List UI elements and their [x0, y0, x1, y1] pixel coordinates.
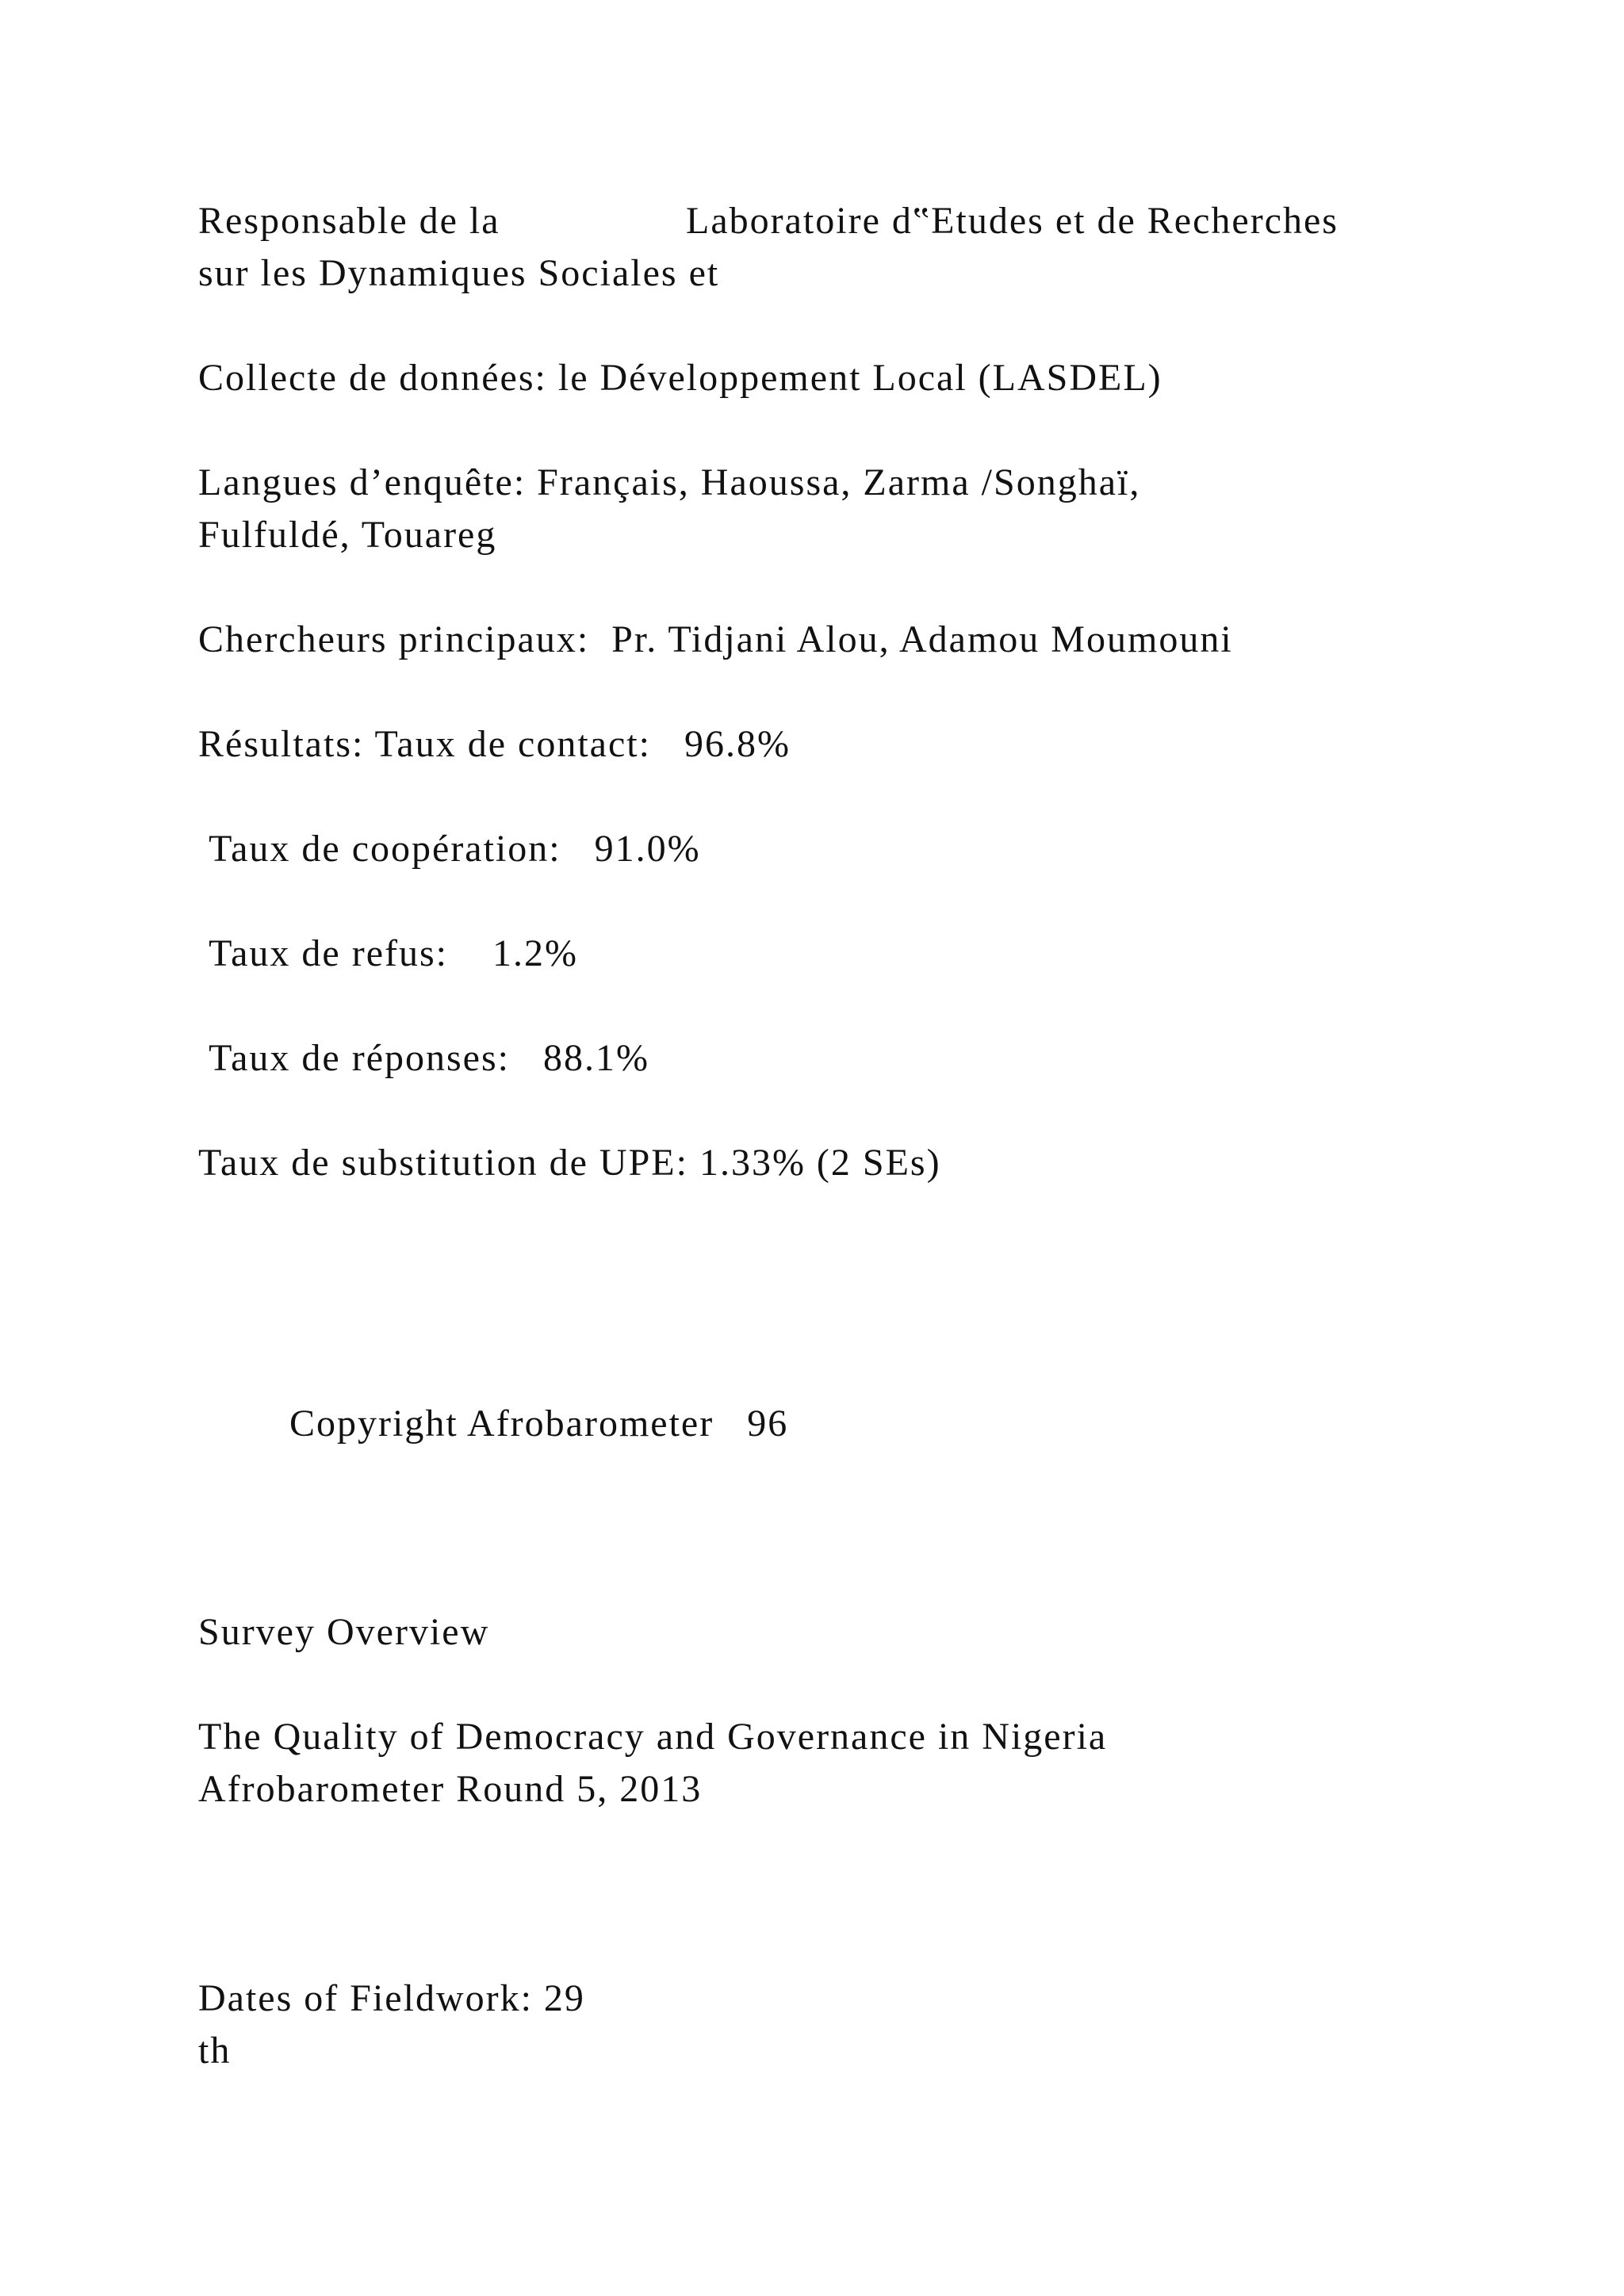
refusal-rate: Taux de refus: 1.2% — [198, 932, 578, 974]
institution-name-continued: sur les Dynamiques Sociales et — [198, 252, 720, 294]
contact-rate: Résultats: Taux de contact: 96.8% — [198, 723, 791, 765]
survey-languages: Langues d’enquête: Français, Haoussa, Zarma /Songhaï, — [198, 461, 1141, 503]
principal-researchers: Chercheurs principaux: Pr. Tidjani Alou, Adamou Moumouni — [198, 618, 1233, 660]
survey-title: The Quality of Democracy and Governance in Nigeria — [198, 1716, 1108, 1758]
section-heading: Survey Overview — [198, 1611, 490, 1653]
response-rate: Taux de réponses: 88.1% — [198, 1037, 649, 1079]
fieldwork-dates-suffix: th — [198, 2030, 232, 2072]
copyright-footer: Copyright Afrobarometer 96 — [289, 1402, 789, 1445]
cooperation-rate: Taux de coopération: 91.0% — [198, 828, 701, 870]
survey-round: Afrobarometer Round 5, 2013 — [198, 1768, 703, 1810]
responsable-label: Responsable de la — [198, 200, 500, 242]
fieldwork-dates: Dates of Fieldwork: 29 — [198, 1977, 585, 2019]
survey-languages-continued: Fulfuldé, Touareg — [198, 514, 497, 556]
institution-name: Laboratoire d‟Etudes et de Recherches — [686, 200, 1339, 242]
data-collection-line: Collecte de données: le Développement Local (LASDEL) — [198, 357, 1162, 399]
substitution-rate: Taux de substitution de UPE: 1.33% (2 SEs) — [198, 1142, 941, 1184]
